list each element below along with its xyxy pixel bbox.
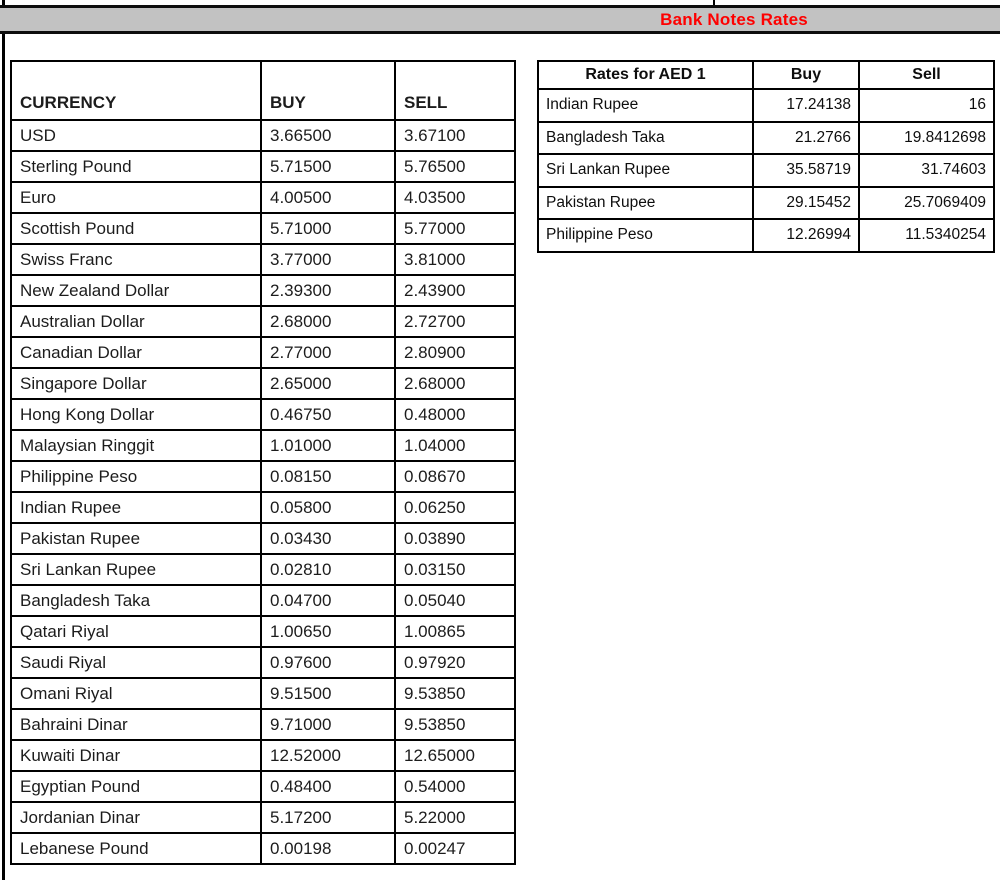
table-row bbox=[11, 492, 515, 523]
table-row bbox=[11, 337, 515, 368]
buy-cell: 0.02810 bbox=[261, 554, 395, 585]
buy-cell: 17.24138 bbox=[753, 89, 859, 122]
buy-cell: 21.2766 bbox=[753, 122, 859, 155]
currency-cell: Indian Rupee bbox=[11, 492, 261, 523]
table-row bbox=[538, 187, 994, 220]
sell-cell: 5.22000 bbox=[395, 802, 515, 833]
sell-cell: 0.00247 bbox=[395, 833, 515, 864]
buy-cell: 0.05800 bbox=[261, 492, 395, 523]
table-row bbox=[11, 368, 515, 399]
table-row bbox=[11, 430, 515, 461]
buy-cell: 3.66500 bbox=[261, 120, 395, 151]
table-header-row bbox=[538, 61, 994, 89]
buy-cell: 35.58719 bbox=[753, 154, 859, 187]
buy-cell: 0.04700 bbox=[261, 585, 395, 616]
currency-cell: Indian Rupee bbox=[538, 89, 753, 122]
table-row bbox=[11, 802, 515, 833]
currency-cell: Lebanese Pound bbox=[11, 833, 261, 864]
table-row bbox=[11, 616, 515, 647]
currency-cell: Philippine Peso bbox=[11, 461, 261, 492]
currency-column-header: CURRENCY bbox=[11, 61, 261, 120]
sell-cell: 0.97920 bbox=[395, 647, 515, 678]
currency-cell: Hong Kong Dollar bbox=[11, 399, 261, 430]
currency-cell: New Zealand Dollar bbox=[11, 275, 261, 306]
sell-cell: 31.74603 bbox=[859, 154, 994, 187]
sell-cell: 2.80900 bbox=[395, 337, 515, 368]
buy-cell: 2.39300 bbox=[261, 275, 395, 306]
table-row bbox=[11, 151, 515, 182]
currency-cell: Egyptian Pound bbox=[11, 771, 261, 802]
buy-cell: 2.65000 bbox=[261, 368, 395, 399]
table-row bbox=[11, 585, 515, 616]
buy-cell: 5.71000 bbox=[261, 213, 395, 244]
currency-cell: Omani Riyal bbox=[11, 678, 261, 709]
table-row bbox=[11, 647, 515, 678]
currency-cell: USD bbox=[11, 120, 261, 151]
currency-cell: Bahraini Dinar bbox=[11, 709, 261, 740]
table-row bbox=[538, 122, 994, 155]
table-row bbox=[11, 523, 515, 554]
table-row bbox=[11, 306, 515, 337]
table-row bbox=[11, 182, 515, 213]
sell-column-header: Sell bbox=[859, 61, 994, 89]
currency-cell: Jordanian Dinar bbox=[11, 802, 261, 833]
currency-cell: Bangladesh Taka bbox=[538, 122, 753, 155]
sell-cell: 0.03150 bbox=[395, 554, 515, 585]
table-row bbox=[11, 554, 515, 585]
buy-cell: 5.17200 bbox=[261, 802, 395, 833]
banner bbox=[0, 5, 1000, 34]
table-row bbox=[538, 89, 994, 122]
currency-cell: Euro bbox=[11, 182, 261, 213]
currency-cell: Singapore Dollar bbox=[11, 368, 261, 399]
sell-cell: 25.7069409 bbox=[859, 187, 994, 220]
buy-cell: 0.46750 bbox=[261, 399, 395, 430]
sell-cell: 0.03890 bbox=[395, 523, 515, 554]
buy-cell: 5.71500 bbox=[261, 151, 395, 182]
buy-cell: 0.48400 bbox=[261, 771, 395, 802]
currency-cell: Kuwaiti Dinar bbox=[11, 740, 261, 771]
currency-rates-table bbox=[10, 60, 516, 865]
currency-cell: Canadian Dollar bbox=[11, 337, 261, 368]
buy-cell: 3.77000 bbox=[261, 244, 395, 275]
sell-cell: 9.53850 bbox=[395, 709, 515, 740]
table-row bbox=[11, 709, 515, 740]
currency-cell: Swiss Franc bbox=[11, 244, 261, 275]
table-row bbox=[11, 213, 515, 244]
sell-cell: 1.00865 bbox=[395, 616, 515, 647]
buy-cell: 1.00650 bbox=[261, 616, 395, 647]
currency-cell: Qatari Riyal bbox=[11, 616, 261, 647]
buy-cell: 0.08150 bbox=[261, 461, 395, 492]
sell-cell: 3.81000 bbox=[395, 244, 515, 275]
table-row bbox=[11, 461, 515, 492]
rates-for-aed-column-header: Rates for AED 1 bbox=[538, 61, 753, 89]
buy-cell: 0.00198 bbox=[261, 833, 395, 864]
buy-cell: 2.68000 bbox=[261, 306, 395, 337]
page-title: Bank Notes Rates bbox=[660, 10, 808, 29]
buy-cell: 0.03430 bbox=[261, 523, 395, 554]
table-row bbox=[11, 399, 515, 430]
sell-cell: 16 bbox=[859, 89, 994, 122]
table-row bbox=[538, 154, 994, 187]
sell-cell: 0.54000 bbox=[395, 771, 515, 802]
sell-cell: 0.06250 bbox=[395, 492, 515, 523]
buy-cell: 29.15452 bbox=[753, 187, 859, 220]
sell-cell: 0.08670 bbox=[395, 461, 515, 492]
sell-cell: 5.76500 bbox=[395, 151, 515, 182]
buy-column-header: BUY bbox=[261, 61, 395, 120]
sell-cell: 19.8412698 bbox=[859, 122, 994, 155]
page-left-border bbox=[2, 0, 5, 880]
aed-rates-table bbox=[537, 60, 995, 253]
table-row bbox=[11, 678, 515, 709]
sell-cell: 3.67100 bbox=[395, 120, 515, 151]
buy-cell: 4.00500 bbox=[261, 182, 395, 213]
table-row bbox=[11, 244, 515, 275]
currency-cell: Scottish Pound bbox=[11, 213, 261, 244]
sell-cell: 2.68000 bbox=[395, 368, 515, 399]
sell-cell: 12.65000 bbox=[395, 740, 515, 771]
currency-cell: Pakistan Rupee bbox=[538, 187, 753, 220]
currency-cell: Sterling Pound bbox=[11, 151, 261, 182]
currency-cell: Saudi Riyal bbox=[11, 647, 261, 678]
table-row bbox=[538, 219, 994, 252]
buy-cell: 12.52000 bbox=[261, 740, 395, 771]
buy-cell: 9.51500 bbox=[261, 678, 395, 709]
sell-cell: 4.03500 bbox=[395, 182, 515, 213]
currency-cell: Sri Lankan Rupee bbox=[538, 154, 753, 187]
sell-cell: 0.05040 bbox=[395, 585, 515, 616]
sell-cell: 2.43900 bbox=[395, 275, 515, 306]
sell-cell: 0.48000 bbox=[395, 399, 515, 430]
buy-cell: 0.97600 bbox=[261, 647, 395, 678]
sell-column-header: SELL bbox=[395, 61, 515, 120]
buy-column-header: Buy bbox=[753, 61, 859, 89]
sell-cell: 11.5340254 bbox=[859, 219, 994, 252]
table-row bbox=[11, 771, 515, 802]
buy-cell: 2.77000 bbox=[261, 337, 395, 368]
currency-cell: Malaysian Ringgit bbox=[11, 430, 261, 461]
sell-cell: 2.72700 bbox=[395, 306, 515, 337]
table-row bbox=[11, 740, 515, 771]
currency-cell: Philippine Peso bbox=[538, 219, 753, 252]
table-row bbox=[11, 120, 515, 151]
table-row bbox=[11, 275, 515, 306]
currency-cell: Bangladesh Taka bbox=[11, 585, 261, 616]
table-header-row bbox=[11, 61, 515, 120]
currency-cell: Australian Dollar bbox=[11, 306, 261, 337]
table-row bbox=[11, 833, 515, 864]
currency-cell: Sri Lankan Rupee bbox=[11, 554, 261, 585]
buy-cell: 12.26994 bbox=[753, 219, 859, 252]
sell-cell: 9.53850 bbox=[395, 678, 515, 709]
buy-cell: 9.71000 bbox=[261, 709, 395, 740]
sell-cell: 5.77000 bbox=[395, 213, 515, 244]
sell-cell: 1.04000 bbox=[395, 430, 515, 461]
buy-cell: 1.01000 bbox=[261, 430, 395, 461]
currency-cell: Pakistan Rupee bbox=[11, 523, 261, 554]
